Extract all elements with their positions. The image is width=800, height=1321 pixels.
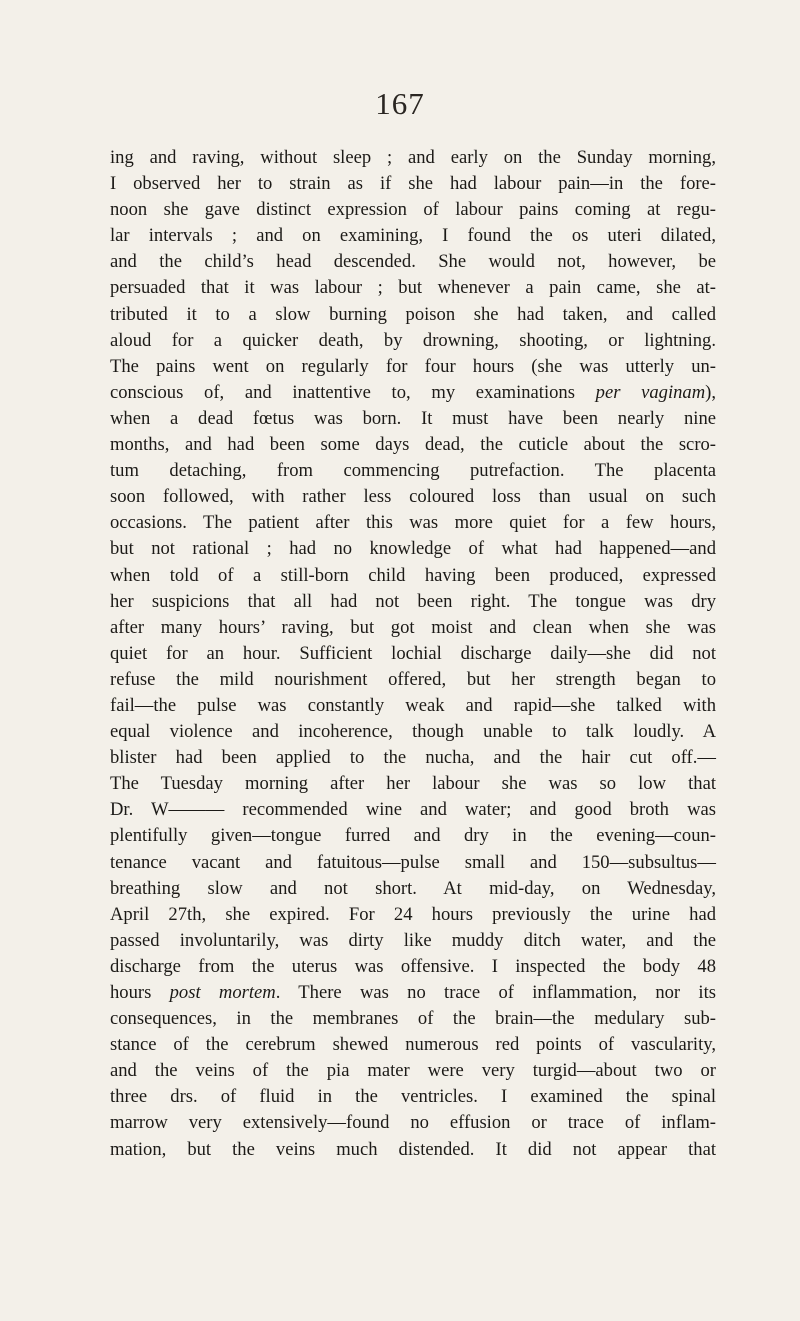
text-line: consequences, in the membranes of the brain—the medulary sub- bbox=[110, 1008, 716, 1030]
text-line: occasions. The patient after this was more quiet for a few hours, bbox=[110, 512, 716, 534]
text-line: breathing slow and not short. At mid-day, on Wednesday, bbox=[110, 877, 716, 899]
text-line: marrow very extensively—found no effusion or trace of inflam- bbox=[110, 1112, 716, 1134]
text-line: and the veins of the pia mater were very turgid—about two or bbox=[110, 1060, 716, 1082]
text-line: quiet for an hour. Sufficient lochial discharge daily—she did not bbox=[110, 642, 716, 664]
text-line: passed involuntarily, was dirty like muddy ditch water, and the bbox=[110, 929, 716, 951]
text-line: persuaded that it was labour ; but whenever a pain came, she at- bbox=[110, 277, 716, 299]
text-line: when told of a still-born child having been produced, expressed bbox=[110, 564, 716, 586]
italic-term: per vaginam bbox=[595, 381, 706, 403]
text-segment: ), bbox=[705, 381, 716, 403]
text-line: discharge from the uterus was offensive. I inspected the body 48 bbox=[110, 955, 716, 977]
text-line: blister had been applied to the nucha, and the hair cut off.— bbox=[110, 747, 716, 769]
text-line: The pains went on regularly for four hours (she was utterly un- bbox=[110, 355, 716, 377]
page-number: 167 bbox=[375, 86, 425, 121]
text-line: three drs. of fluid in the ventricles. I examined the spinal bbox=[110, 1086, 716, 1108]
text-line: lar intervals ; and on examining, I found the os uteri dilated, bbox=[110, 225, 716, 247]
text-line: aloud for a quicker death, by drowning, shooting, or lightning. bbox=[110, 329, 716, 351]
text-line: The Tuesday morning after her labour she was so low that bbox=[110, 773, 716, 795]
text-line: ing and raving, without sleep ; and early on the Sunday morning, bbox=[110, 147, 716, 168]
text-line: refuse the mild nourishment offered, but her strength began to bbox=[110, 668, 716, 690]
text-line: and the child’s head descended. She would not, however, be bbox=[110, 251, 716, 273]
text-line: when a dead fœtus was born. It must have been nearly nine bbox=[110, 407, 716, 429]
text-line: equal violence and incoherence, though unable to talk loudly. A bbox=[110, 721, 716, 743]
text-line: after many hours’ raving, but got moist and clean when she was bbox=[110, 616, 716, 638]
text-line: stance of the cerebrum shewed numerous red points of vascularity, bbox=[110, 1034, 716, 1056]
text-line: months, and had been some days dead, the cuticle about the scro- bbox=[110, 434, 716, 456]
text-segment: conscious of, and inattentive to, my examinations bbox=[110, 381, 596, 403]
text-line: but not rational ; had no knowledge of what had happened—and bbox=[110, 538, 716, 560]
text-line bbox=[110, 980, 716, 1006]
text-segment: . There was no trace of inflammation, nor its bbox=[275, 982, 716, 1003]
text-segment: hours bbox=[110, 982, 170, 1003]
italic-term: post mortem bbox=[169, 982, 276, 1003]
body-text bbox=[110, 145, 716, 1163]
text-line: noon she gave distinct expression of labour pains coming at regu- bbox=[110, 199, 716, 221]
text-line: plentifully given—tongue furred and dry in the evening—coun- bbox=[110, 825, 716, 847]
text-line: tenance vacant and fatuitous—pulse small and 150—subsultus— bbox=[110, 851, 716, 873]
text-line: April 27th, she expired. For 24 hours previously the urine had bbox=[110, 903, 716, 925]
text-line: soon followed, with rather less coloured loss than usual on such bbox=[110, 486, 716, 508]
text-line: Dr. W——— recommended wine and water; and good broth was bbox=[110, 799, 716, 821]
text-line bbox=[110, 380, 716, 406]
text-line: her suspicions that all had not been right. The tongue was dry bbox=[110, 590, 716, 612]
text-line: I observed her to strain as if she had labour pain—in the fore- bbox=[110, 173, 716, 195]
text-line: tum detaching, from commencing putrefaction. The placenta bbox=[110, 460, 716, 482]
text-line: mation, but the veins much distended. It did not appear that bbox=[110, 1138, 716, 1160]
text-line: fail—the pulse was constantly weak and rapid—she talked with bbox=[110, 694, 716, 716]
text-line: tributed it to a slow burning poison she had taken, and called bbox=[110, 303, 716, 325]
